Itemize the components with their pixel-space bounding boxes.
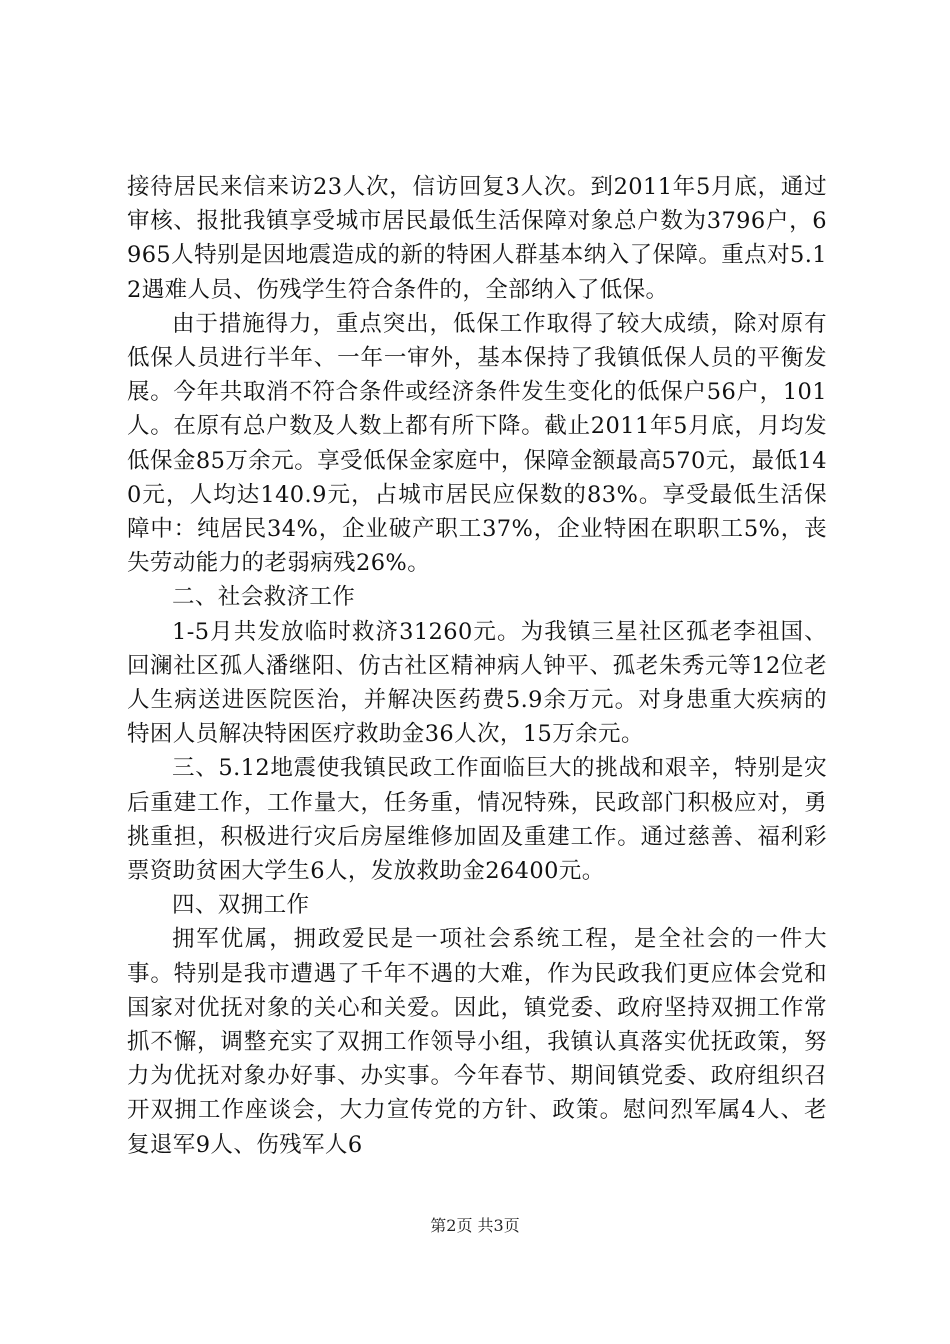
- document-body: [127, 170, 827, 1162]
- paragraph-double-support: 拥军优属，拥政爱民是一项社会系统工程，是全社会的一件大事。特别是我市遭遇了千年不遇的大难，作为民政我们更应体会党和国家对优抚对象的关心和关爱。因此，镇党委、政府坚持双拥工作常抓不懈，调整充实了双拥工作领导小组，我镇认真落实优抚政策，努力为优抚对象办好事、办实事。今年春节、期间镇党委、政府组织召开双拥工作座谈会，大力宣传党的方针、政策。慰问烈军属4人、老复退军9人、伤残军人6: [127, 926, 827, 1158]
- page-footer: 第2页 共3页: [430, 1216, 520, 1235]
- paragraph-2: 由于措施得力，重点突出，低保工作取得了较大成绩，除对原有低保人员进行半年、一年一审外，基本保持了我镇低保人员的平衡发展。今年共取消不符合条件或经济条件发生变化的低保户56户，101人。在原有总户数及人数上都有所下降。截止2011年5月底，月均发低保金85万余元。享受低保金家庭中，保障金额最高570元，最低140元，人均达140.9元，占城市居民应保数的83%。享受最低生活保障中：纯居民34%，企业破产职工37%，企业特困在职职工5%，丧失劳动能力的老弱病残26%。: [127, 310, 827, 577]
- section-heading-double-support: 四、双拥工作: [172, 892, 310, 919]
- paragraph-earthquake: 三、5.12地震使我镇民政工作面临巨大的挑战和艰辛，特别是灾后重建工作，工作量大，任务重，情况特殊，民政部门积极应对，勇挑重担，积极进行灾后房屋维修加固及重建工作。通过慈善、福利彩票资助贫困大学生6人，发放救助金26400元。: [127, 755, 827, 885]
- paragraph-1: 接待居民来信来访23人次，信访回复3人次。到2011年5月底，通过审核、报批我镇享受城市居民最低生活保障对象总户数为3796户，6965人特别是因地震造成的新的特困人群基本纳入了保障。重点对5.12遇难人员、伤残学生符合条件的，全部纳入了低保。: [127, 174, 827, 303]
- paragraph-social-relief: 1-5月共发放临时救济31260元。为我镇三星社区孤老李祖国、回澜社区孤人潘继阳、仿古社区精神病人钟平、孤老朱秀元等12位老人生病送进医院医治，并解决医药费5.9余万元。对身患重大疾病的特困人员解决特困医疗救助金36人次，15万余元。: [127, 618, 827, 748]
- section-heading-social-relief: 二、社会救济工作: [172, 584, 356, 611]
